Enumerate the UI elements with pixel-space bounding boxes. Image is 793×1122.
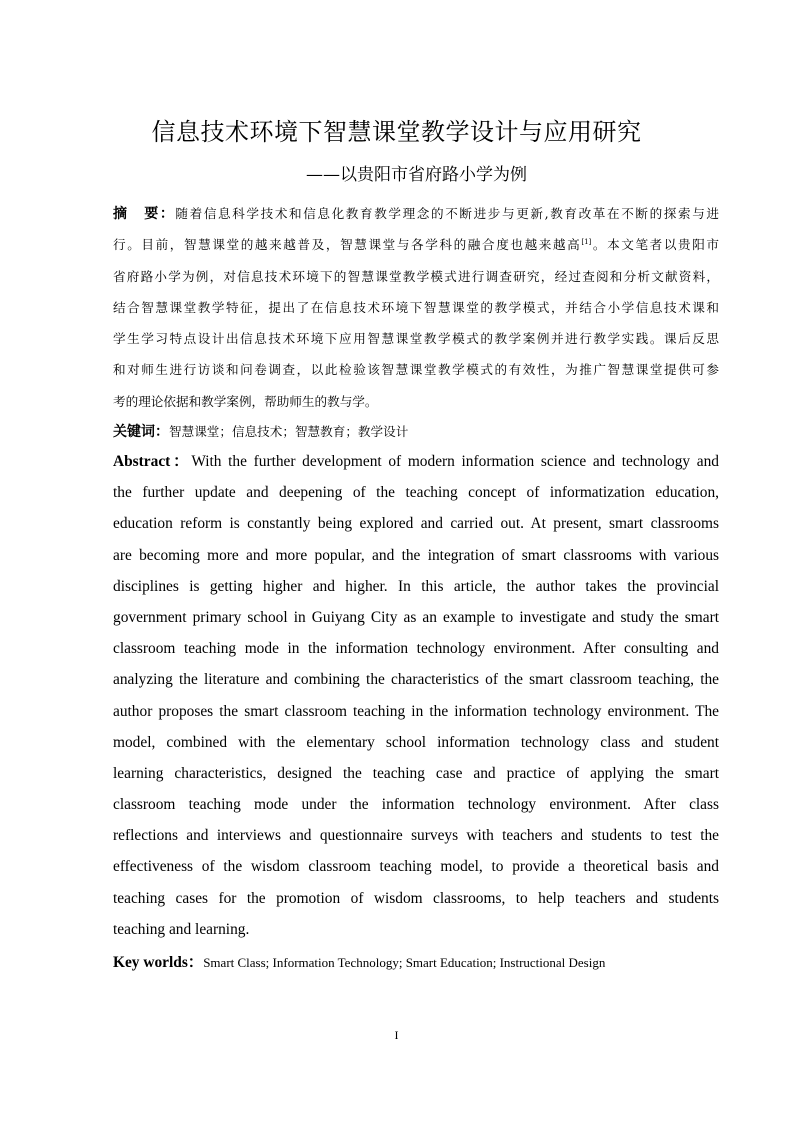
abstract-cn-label: 摘 要： xyxy=(113,206,176,222)
keywords-en-text: Smart Class; Information Technology; Smart Education; Instructional Design xyxy=(203,955,606,970)
citation-marker[interactable]: [1] xyxy=(581,238,592,247)
abstract-cn-text: 随着信息科学技术和信息化教育教学理念的不断进步与更新,教育改革在不断的探索与进 xyxy=(175,206,719,221)
abstract-en-line-8: analyzing the literature and combining the characteristics of the smart classroom teaching, the xyxy=(113,671,719,689)
abstract-en-line-9: author proposes the smart classroom teaching in the information technology environment. The xyxy=(113,702,719,720)
abstract-en-line-15: teaching cases for the promotion of wisdom classrooms, to help teachers and students xyxy=(113,889,719,907)
abstract-cn-line-1 xyxy=(113,198,719,229)
abstract-en-line-7: classroom teaching mode in the information technology environment. After consulting and xyxy=(113,640,719,658)
abstract-en-line-13: reflections and interviews and questionnaire surveys with teachers and students to test the xyxy=(113,827,719,845)
abstract-en-line-14: effectiveness of the wisdom classroom teaching model, to provide a theoretical basis and xyxy=(113,858,719,876)
abstract-cn-line-5: 学生学习特点设计出信息技术环境下应用智慧课堂教学模式的教学案例并进行教学实践。课后反思 xyxy=(113,331,719,347)
abstract-en-line-2: the further update and deepening of the teaching concept of informatization education, xyxy=(113,484,719,502)
abstract-cn-line-6: 和对师生进行访谈和问卷调查，以此检验该智慧课堂教学模式的有效性，为推广智慧课堂提供可参 xyxy=(113,362,719,378)
abstract-cn-text: 。本文笔者以贵阳市 xyxy=(591,237,720,253)
page-number: I xyxy=(394,1028,399,1042)
abstract-en-line-6: government primary school in Guiyang City as an example to investigate and study the smart xyxy=(113,608,719,626)
abstract-cn-line-3: 省府路小学为例，对信息技术环境下的智慧课堂教学模式进行调查研究，经过查阅和分析文献资料， xyxy=(113,268,719,284)
keywords-en-label: Key worlds： xyxy=(113,954,204,971)
abstract-cn-line-7: 考的理论依据和教学案例，帮助师生的教与学。 xyxy=(113,393,378,409)
abstract-en-line-11: learning characteristics, designed the teaching case and practice of applying the smart xyxy=(113,764,719,782)
abstract-cn-line-2 xyxy=(113,229,719,260)
keywords-cn-label: 关键词： xyxy=(113,424,169,440)
paper-subtitle: ——以贵阳市省府路小学为例 xyxy=(306,165,527,185)
abstract-en-line-16: teaching and learning. xyxy=(113,920,250,938)
english-abstract xyxy=(113,446,719,945)
abstract-en-line-12: classroom teaching mode under the information technology environment. After class xyxy=(113,796,719,814)
abstract-cn-text: 行。目前，智慧课堂的越来越普及，智慧课堂与各学科的融合度也越来越高 xyxy=(113,237,582,253)
abstract-en-line-1 xyxy=(113,446,719,477)
chinese-abstract xyxy=(113,198,719,417)
abstract-en-text: With the further development of modern information science and technology and xyxy=(191,453,719,470)
abstract-en-line-4: are becoming more and more popular, and the integration of smart classrooms with various xyxy=(113,546,719,564)
abstract-en-line-5: disciplines is getting higher and higher. In this article, the author takes the provincial xyxy=(113,577,719,595)
keywords-en xyxy=(113,949,605,977)
abstract-en-line-10: model, combined with the elementary school information technology class and student xyxy=(113,733,719,751)
abstract-cn-line-4: 结合智慧课堂教学特征，提出了在信息技术环境下智慧课堂的教学模式，并结合小学信息技术课和 xyxy=(113,299,719,315)
abstract-en-line-3: education reform is constantly being explored and carried out. At present, smart classrooms xyxy=(113,515,719,533)
paper-title: 信息技术环境下智慧课堂教学设计与应用研究 xyxy=(151,118,642,146)
abstract-en-label: Abstract： xyxy=(113,453,192,470)
keywords-cn-text: 智慧课堂；信息技术；智慧教育；教学设计 xyxy=(169,424,409,439)
keywords-cn xyxy=(113,418,408,446)
